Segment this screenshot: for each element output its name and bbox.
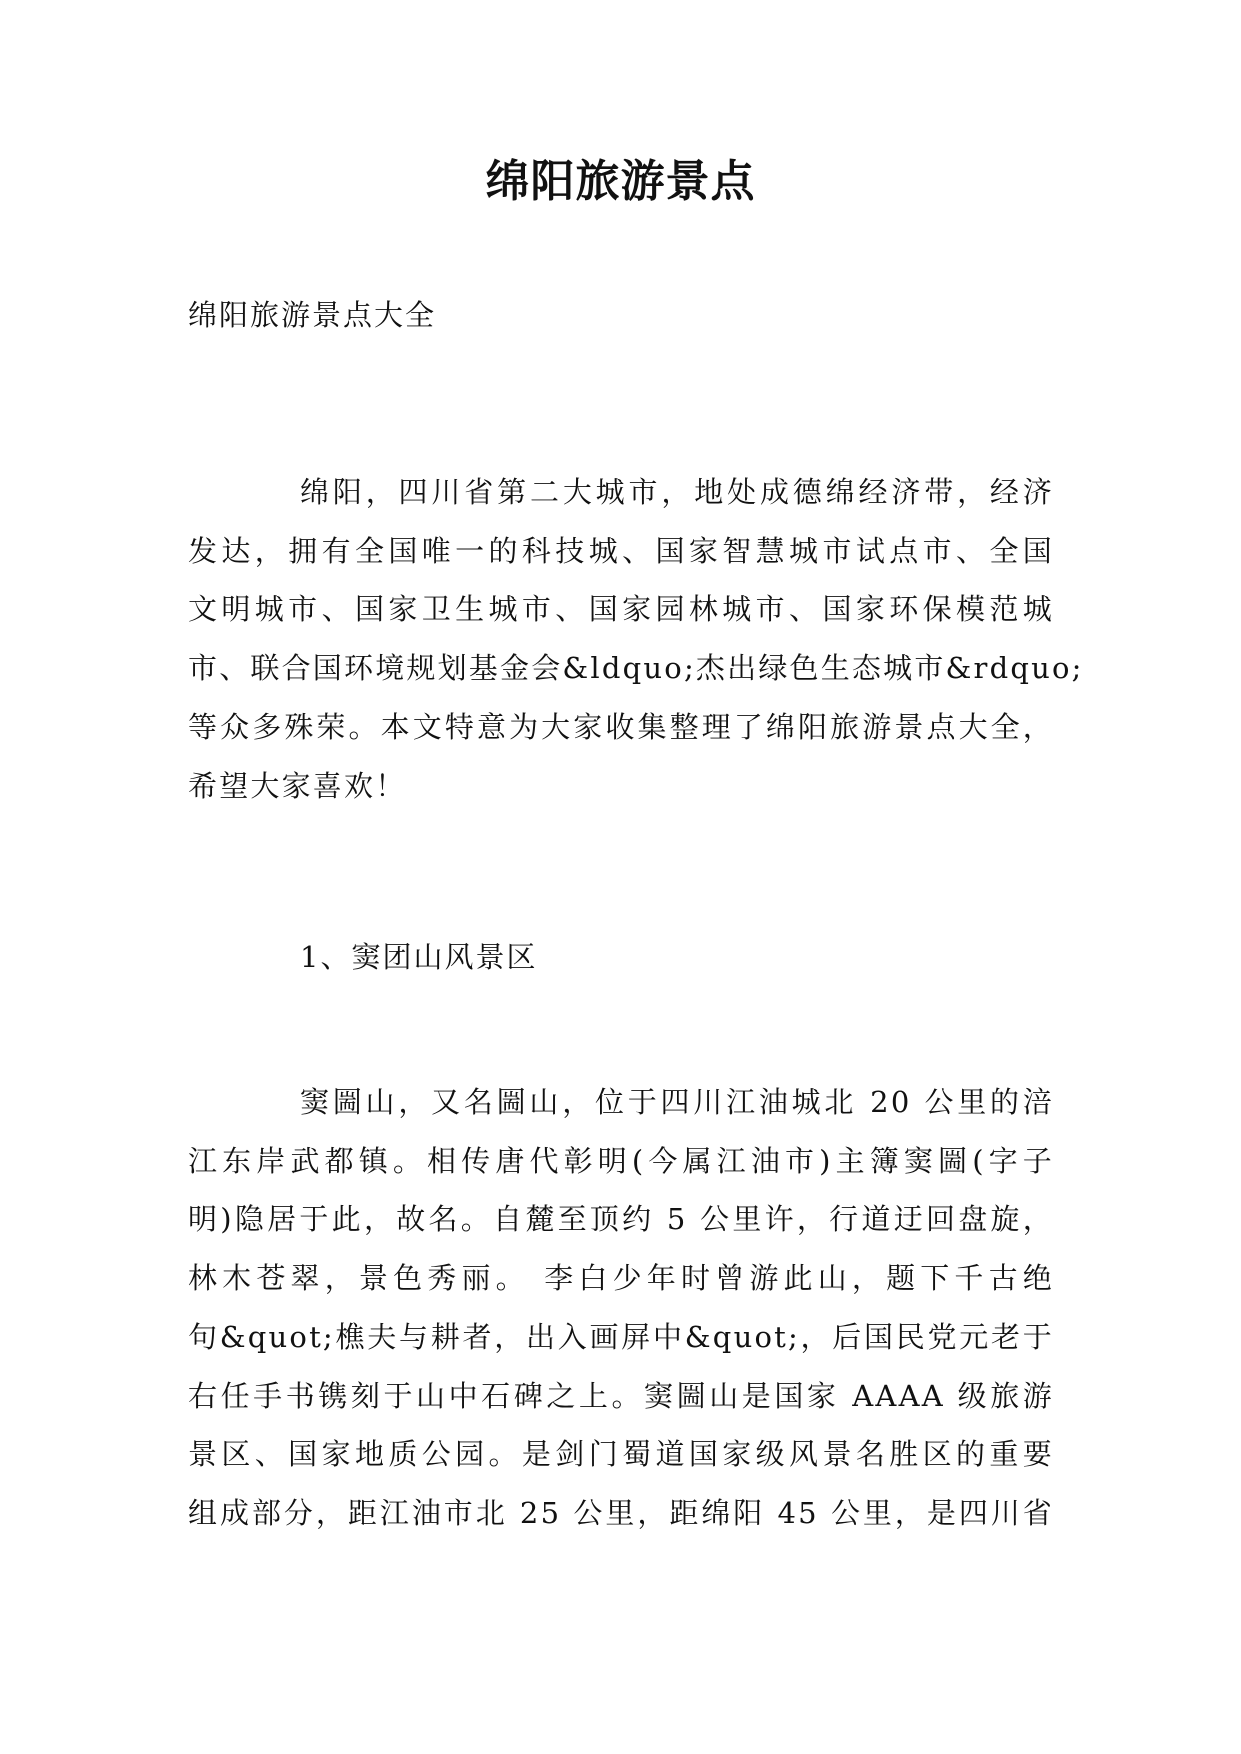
intro-line: 市、联合国环境规划基金会&ldquo;杰出绿色生态城市&rdquo; [188, 651, 1084, 686]
section-paragraph [188, 1073, 1054, 1543]
intro-line: 等众多殊荣。本文特意为大家收集整理了绵阳旅游景点大全， [188, 709, 1054, 744]
intro-line: 文明城市、国家卫生城市、国家园林城市、国家环保模范城 [188, 592, 1054, 627]
section-line: 右任手书镌刻于山中石碑之上。窦圌山是国家 AAAA 级旅游 [188, 1378, 1054, 1413]
subtitle: 绵阳旅游景点大全 [188, 298, 437, 332]
section-line: 明)隐居于此，故名。自麓至顶约 5 公里许，行道迂回盘旋， [188, 1202, 1054, 1237]
intro-line: 希望大家喜欢！ [188, 768, 407, 803]
section-line: 景区、国家地质公园。是剑门蜀道国家级风景名胜区的重要 [188, 1437, 1054, 1472]
intro-paragraph [188, 463, 1084, 815]
section-line: 林木苍翠，景色秀丽。 李白少年时曾游此山，题下千古绝 [188, 1261, 1054, 1296]
section-line: 句&quot;樵夫与耕者，出入画屏中&quot;，后国民党元老于 [188, 1319, 1054, 1354]
section-line: 江东岸武都镇。相传唐代彰明(今属江油市)主簿窦圌(字子 [188, 1143, 1054, 1178]
section-line: 窦圌山，又名圌山，位于四川江油城北 20 公里的涪 [300, 1085, 1054, 1119]
section-line: 组成部分，距江油市北 25 公里，距绵阳 45 公里，是四川省 [188, 1495, 1054, 1530]
intro-line: 发达，拥有全国唯一的科技城、国家智慧城市试点市、全国 [188, 533, 1054, 568]
page-title: 绵阳旅游景点 [485, 156, 756, 207]
section-heading: 1、窦团山风景区 [300, 940, 538, 974]
intro-line: 绵阳，四川省第二大城市，地处成德绵经济带，经济 [300, 475, 1054, 509]
